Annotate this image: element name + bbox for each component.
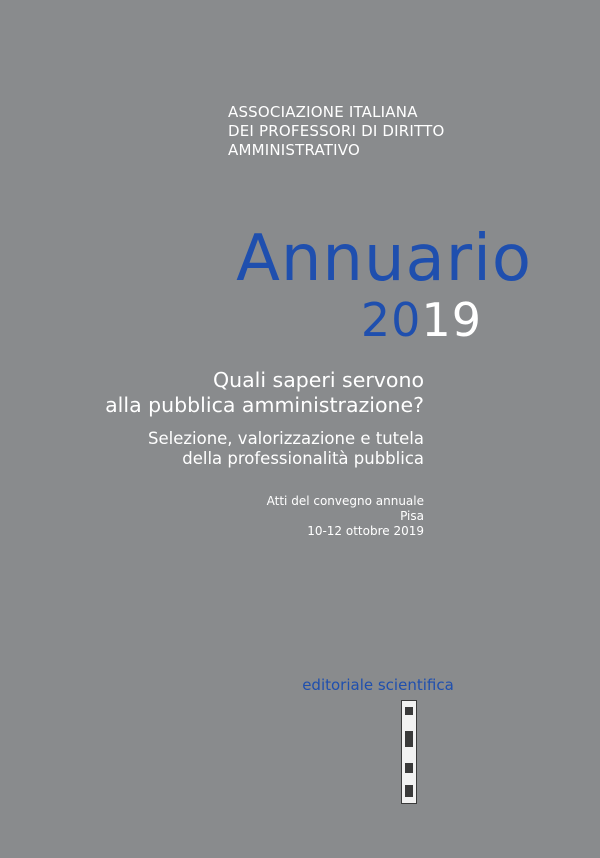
year-part-blue: 20 — [360, 293, 422, 347]
proceedings-info — [124, 494, 424, 539]
association-name — [228, 103, 468, 160]
association-line: AMMINISTRATIVO — [228, 141, 360, 159]
proceedings-line: Atti del convegno annuale — [266, 494, 424, 508]
theme-line: Quali saperi servono — [212, 368, 424, 392]
subtitle-line: Selezione, valorizzazione e tutela — [148, 429, 424, 448]
book-subtitle — [24, 429, 424, 469]
publisher-logo — [401, 700, 417, 804]
logo-segment — [405, 763, 413, 773]
association-line: ASSOCIAZIONE ITALIANA — [228, 103, 418, 121]
proceedings-date: 10-12 ottobre 2019 — [307, 524, 424, 538]
conference-theme — [24, 368, 424, 418]
book-title: Annuario — [236, 222, 532, 296]
subtitle-line: della professionalità pubblica — [182, 449, 424, 468]
publisher-name: editoriale scientifica — [302, 676, 454, 694]
logo-segment — [405, 785, 413, 797]
logo-segment — [405, 731, 413, 747]
year-part-white: 19 — [421, 293, 482, 347]
proceedings-place: Pisa — [400, 509, 424, 523]
logo-segment — [405, 707, 413, 715]
theme-line: alla pubblica amministrazione? — [105, 393, 424, 417]
association-line: DEI PROFESSORI DI DIRITTO — [228, 122, 445, 140]
book-year — [300, 290, 482, 350]
